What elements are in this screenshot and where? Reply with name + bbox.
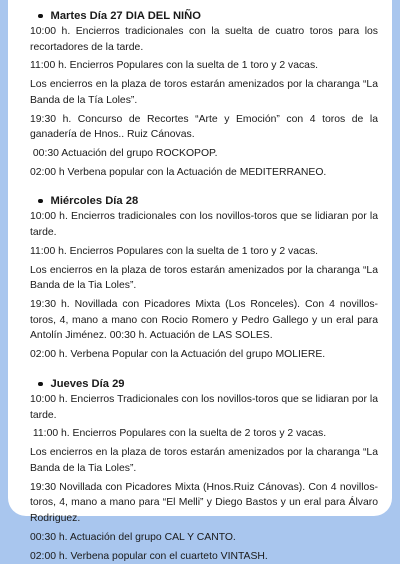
- event-line: 11:00 h. Encierros Populares con la suelta de 1 toro y 2 vacas.: [30, 245, 319, 257]
- event-line: 10:00 h. Encierros tradicionales con los novillos-toros que se lidiaran por la tarde.: [30, 211, 378, 238]
- section-heading: [30, 193, 378, 209]
- section-heading-text: Miércoles Día 28: [50, 195, 139, 208]
- event-line: 10:00 h. Encierros Tradicionales con los novillos-toros que se lidiaran por la tarde.: [30, 393, 378, 421]
- event-line: Los encierros en la plaza de toros estarán amenizados por la charanga “La Banda de la Tía Loles”.: [30, 79, 378, 106]
- event-line: 19:30 Novillada con Picadores Mixta (Hnos.Ruiz Cánovas). Con 4 novillos-toros, 4, mano a mano para “El Melli” y Diego Bastos y un eral para Álvaro Rodriguez.: [30, 481, 378, 524]
- section-miercoles: [30, 193, 378, 363]
- section-jueves: [30, 376, 378, 564]
- bullet-icon: [38, 382, 43, 387]
- event-line: 19:30 h. Novillada con Picadores Mixta (Los Ronceles). Con 4 novillos-toros, 4, mano a mano con Rocio Romero y Pedro Gallego y un eral para Antolín Jiménez. 00:30 h. Actuación de LAS SOLES.: [30, 298, 378, 342]
- bullet-icon: [38, 14, 43, 19]
- section-heading-text: Martes Día 27 DIA DEL NIÑO: [50, 10, 201, 22]
- event-line: 00:30 Actuación del grupo ROCKOPOP.: [30, 148, 218, 160]
- event-line: 02:00 h. Verbena Popular con la Actuación del grupo MOLIERE.: [30, 349, 326, 361]
- event-line: 19:30 h. Concurso de Recortes “Arte y Emoción” con 4 toros de la ganadería de Hnos.. Ruiz Cánovas.: [30, 113, 378, 141]
- event-line: 11:00 h. Encierros Populares con la suelta de 2 toros y 2 vacas.: [30, 428, 327, 440]
- event-line: 10:00 h. Encierros tradicionales con la suelta de cuatro toros para los recortadores de la tarde.: [30, 26, 378, 53]
- event-line: Los encierros en la plaza de toros estarán amenizados por la charanga “La Banda de la Tia Loles”.: [30, 264, 378, 292]
- section-heading-text: Jueves Día 29: [50, 377, 125, 390]
- event-line: Los encierros en la plaza de toros estarán amenizados por la charanga “La Banda de la Tia Loles”.: [30, 447, 378, 474]
- bullet-icon: [38, 199, 43, 204]
- section-heading: [30, 376, 378, 392]
- schedule-card: [8, 0, 392, 562]
- event-line: 11:00 h. Encierros Populares con la suelta de 1 toro y 2 vacas.: [30, 60, 319, 72]
- section-heading: [30, 8, 378, 24]
- event-line: 02:00 h. Verbena popular con el cuarteto VINTASH.: [30, 550, 268, 562]
- event-line: 00:30 h. Actuación del grupo CAL Y CANTO.: [30, 531, 236, 543]
- event-line: 02:00 h Verbena popular con la Actuación de MEDITERRANEO.: [30, 167, 327, 179]
- section-martes: [30, 8, 378, 181]
